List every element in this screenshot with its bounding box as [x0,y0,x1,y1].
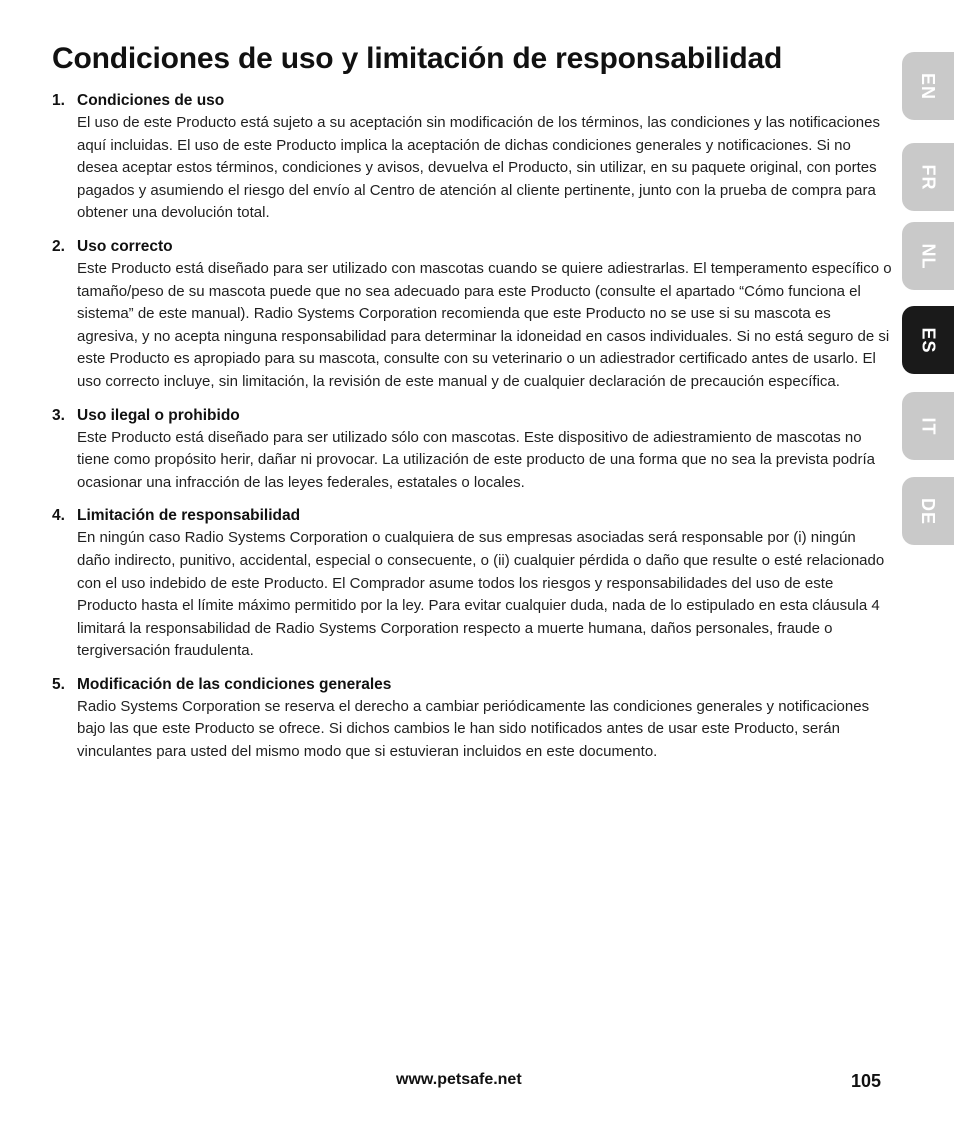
section-title: Condiciones de uso [77,92,225,109]
section-uso-correcto [52,236,892,394]
section-number: 4. [52,507,65,525]
section-uso-ilegal [52,405,892,495]
language-tab-label: DE [918,497,939,525]
language-tab-es[interactable] [902,306,954,374]
section-heading [52,90,892,112]
section-limitacion-responsabilidad [52,505,892,663]
section-body: En ningún caso Radio Systems Corporation o cualquiera de sus empresas asociadas será responsable por (i) ningún daño indirecto, punitivo, accidental, especial o consecuente, o (ii) cualquier pérdida o daño que resulte o esté relacionado con el uso indebido de este Producto. El Comprador asume todos los riesgos y responsabilidades del uso de este Producto hasta el límite máximo permitido por la ley. Para evitar cualquier duda, nada de lo estipulado en esta cláusula 4 limitará la responsabilidad de Radio Systems Corporation respecto a muerte humana, daños personales, fraude o tergiversación fraudulenta. [77,529,885,660]
section-title: Uso ilegal o prohibido [77,406,240,424]
language-tab-nl[interactable] [902,222,954,290]
language-tab-label: EN [918,72,939,100]
section-number: 1. [52,92,65,109]
section-number: 2. [52,237,65,255]
section-title: Uso correcto [77,237,173,255]
section-body: Este Producto está diseñado para ser utilizado con mascotas cuando se quiere adiestrarlas. El temperamento específico o tamaño/peso de su mascota puede que no sea adecuado para este Producto (consulte el apartado “Cómo funciona el sistema” de este manual). Radio Systems Corporation recomienda que este Producto no se use si su mascota es agresiva, y no acepta ninguna responsabilidad para determinar la idoneidad en casos individuales. Si no está seguro de si este Producto es apropiado para su mascota, consulte con su veterinario o un adiestrador certificado antes de usarlo. El uso correcto incluye, sin limitación, la revisión de este manual y de cualquier declaración de precaución específica. [77,259,892,390]
language-tab-de[interactable] [902,477,954,545]
language-tab-it[interactable] [902,392,954,460]
footer-url[interactable]: www.petsafe.net [396,1071,522,1088]
section-heading [52,236,892,258]
language-tab-en[interactable] [902,52,954,120]
language-tab-label: ES [918,326,939,354]
language-tab-label: IT [918,417,939,435]
page-title: Condiciones de uso y limitación de responsabilidad [52,42,783,75]
section-heading [52,674,892,696]
section-modificacion-condiciones [52,674,892,764]
page-number: 105 [851,1071,882,1091]
section-heading [52,405,892,427]
section-number: 3. [52,406,65,424]
section-body: Este Producto está diseñado para ser utilizado sólo con mascotas. Este dispositivo de adiestramiento de mascotas no tiene como propósito herir, dañar ni provocar. La utilización de este producto de una forma que no sea la prevista podría ocasionar una infracción de las leyes federales, estatales o locales. [77,428,875,491]
section-heading [52,505,892,527]
section-number: 5. [52,675,65,693]
section-body: Radio Systems Corporation se reserva el derecho a cambiar periódicamente las condiciones generales y notificaciones bajo las que este Producto se ofrece. Si dichos cambios le han sido notificados antes de usar este Producto, serán vinculantes para usted del mismo modo que si estuvieran incluidos en este documento. [77,697,870,761]
section-title: Modificación de las condiciones generales [77,675,392,693]
section-condiciones-de-uso [52,90,892,225]
section-title: Limitación de responsabilidad [77,507,301,525]
language-tab-label: NL [918,243,939,269]
language-tab-fr[interactable] [902,143,954,211]
section-body: El uso de este Producto está sujeto a su aceptación sin modificación de los términos, las condiciones y las notificaciones aquí incluidas. El uso de este Producto implica la aceptación de dichas condiciones generales y notificaciones. Si no desea aceptar estos términos, condiciones y avisos, devuelva el Producto, sin utilizar, en su paquete original, con portes pagados y asumiendo el riesgo del envío al Centro de atención al cliente pertinente, junto con la prueba de compra para obtener una devolución total. [77,114,880,222]
sections-list [52,90,892,775]
language-tab-label: FR [918,164,939,190]
